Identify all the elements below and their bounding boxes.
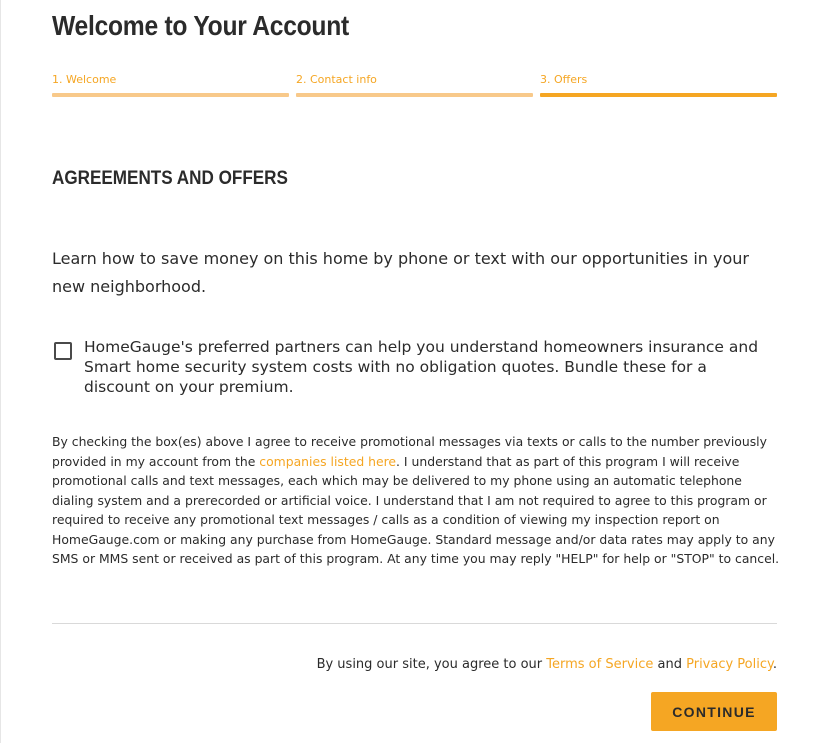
step-progress-bar <box>296 93 533 97</box>
section-title: AGREEMENTS AND OFFERS <box>52 168 288 189</box>
step-progress-bar <box>52 93 289 97</box>
step-label: 2. Contact info <box>296 73 377 86</box>
page-title: Welcome to Your Account <box>52 10 349 41</box>
progress-steps <box>52 73 777 99</box>
offer-label[interactable]: HomeGauge's preferred partners can help you understand homeowners insurance and Smart home security system costs with no obligation quotes. Bundle these for a discount on your premium. <box>84 338 759 396</box>
step-progress-bar <box>540 93 777 97</box>
companies-listed-here-link[interactable]: companies listed here <box>259 453 397 469</box>
intro-text: Learn how to save money on this home by phone or text with our opportunities in your new neighborhood. <box>52 249 749 296</box>
disclaimer-text-part2: . I understand that as part of this program I will receive promotional calls and text messages, each which may be delivered to my phone using an automatic telephone dialing system and a prerecorded or artificial voice. I understand that I am not required to agree to this program or required to receive any promotional text messages / calls as a condition of viewing my inspection report on HomeGauge.com or making any purchase from HomeGauge. Standard message and/or data rates may apply to any SMS or MMS sent or received as part of this program. At any time you may reply "HELP" for help or "STOP" to cancel. <box>52 453 780 566</box>
continue-button[interactable]: CONTINUE <box>651 692 777 731</box>
divider <box>52 623 777 624</box>
terms-notice <box>317 655 777 675</box>
disclaimer-text-part1: By checking the box(es) above I agree to receive promotional messages via texts or calls to the number previously provided in my account from the <box>52 434 767 469</box>
terms-and: and <box>653 657 687 672</box>
step-contact-info <box>296 73 533 87</box>
offer-checkbox[interactable] <box>54 342 72 360</box>
terms-of-service-link[interactable]: Terms of Service <box>546 657 654 672</box>
terms-period: . <box>772 657 777 672</box>
consent-disclaimer <box>52 432 780 569</box>
step-label: 1. Welcome <box>52 73 117 86</box>
step-label: 3. Offers <box>540 73 588 86</box>
step-welcome <box>52 73 289 87</box>
step-offers <box>540 73 777 87</box>
terms-prefix: By using our site, you agree to our <box>316 657 547 672</box>
privacy-policy-link[interactable]: Privacy Policy <box>686 657 773 672</box>
